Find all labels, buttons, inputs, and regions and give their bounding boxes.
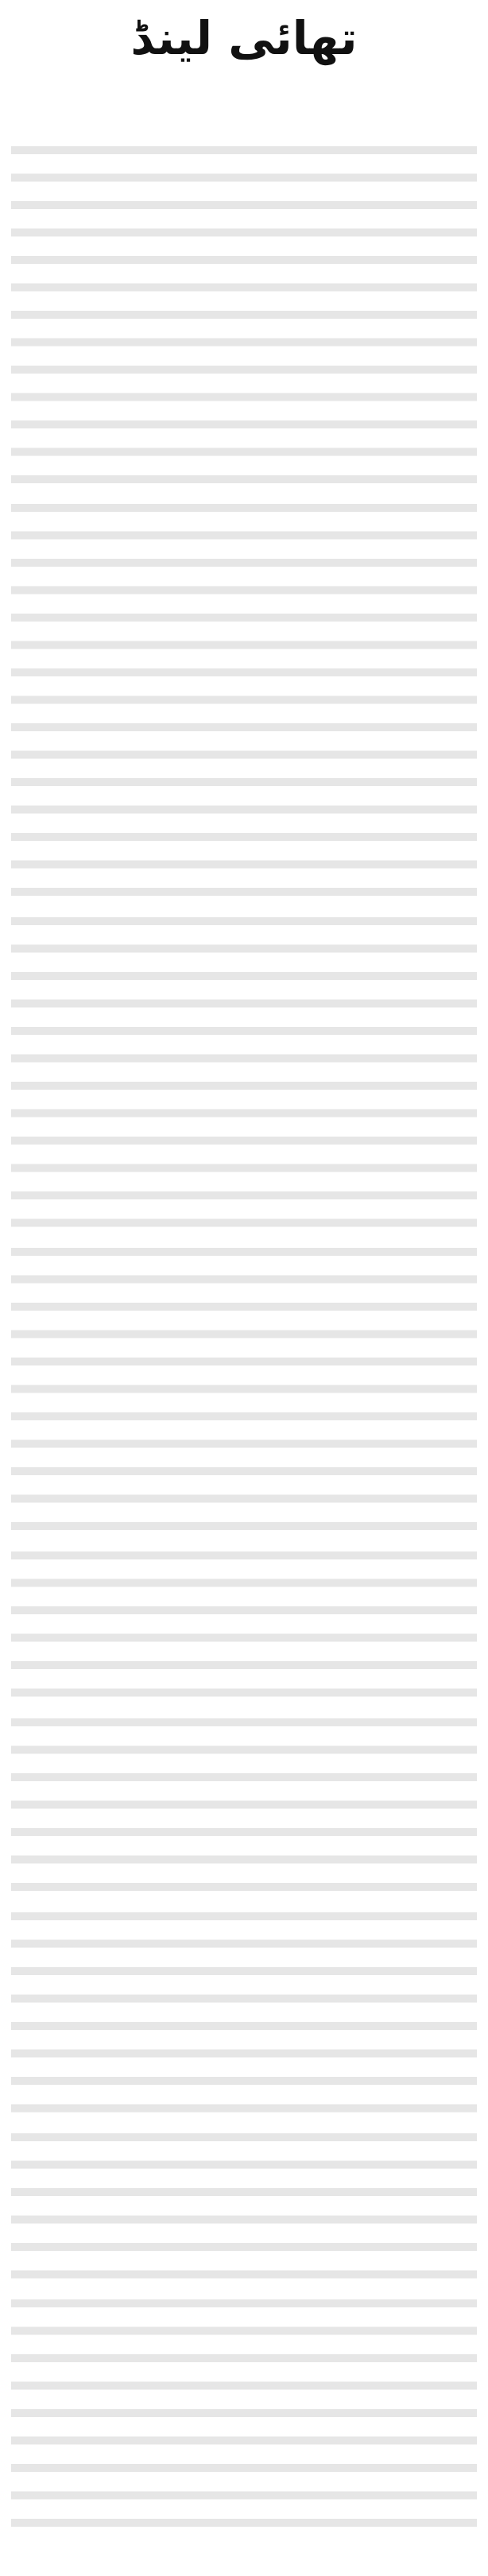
article-paragraph: [11, 906, 477, 1235]
article-paragraph: [11, 2288, 477, 2535]
article-headline: تھائی لینڈ: [130, 11, 358, 65]
article-paragraph: [11, 1707, 477, 1900]
article-paragraph: [11, 1237, 477, 1539]
article-paragraph: [11, 2122, 477, 2287]
author-byline: [11, 2541, 477, 2559]
author-email: [11, 2559, 477, 2576]
article-body: [11, 135, 477, 2535]
article-paragraph: [11, 1540, 477, 1706]
article-paragraph: [11, 135, 477, 491]
article-paragraph: [11, 1901, 477, 2121]
article-paragraph: [11, 493, 477, 905]
article-footer: [11, 2541, 477, 2576]
article-subheadline: [11, 81, 477, 119]
